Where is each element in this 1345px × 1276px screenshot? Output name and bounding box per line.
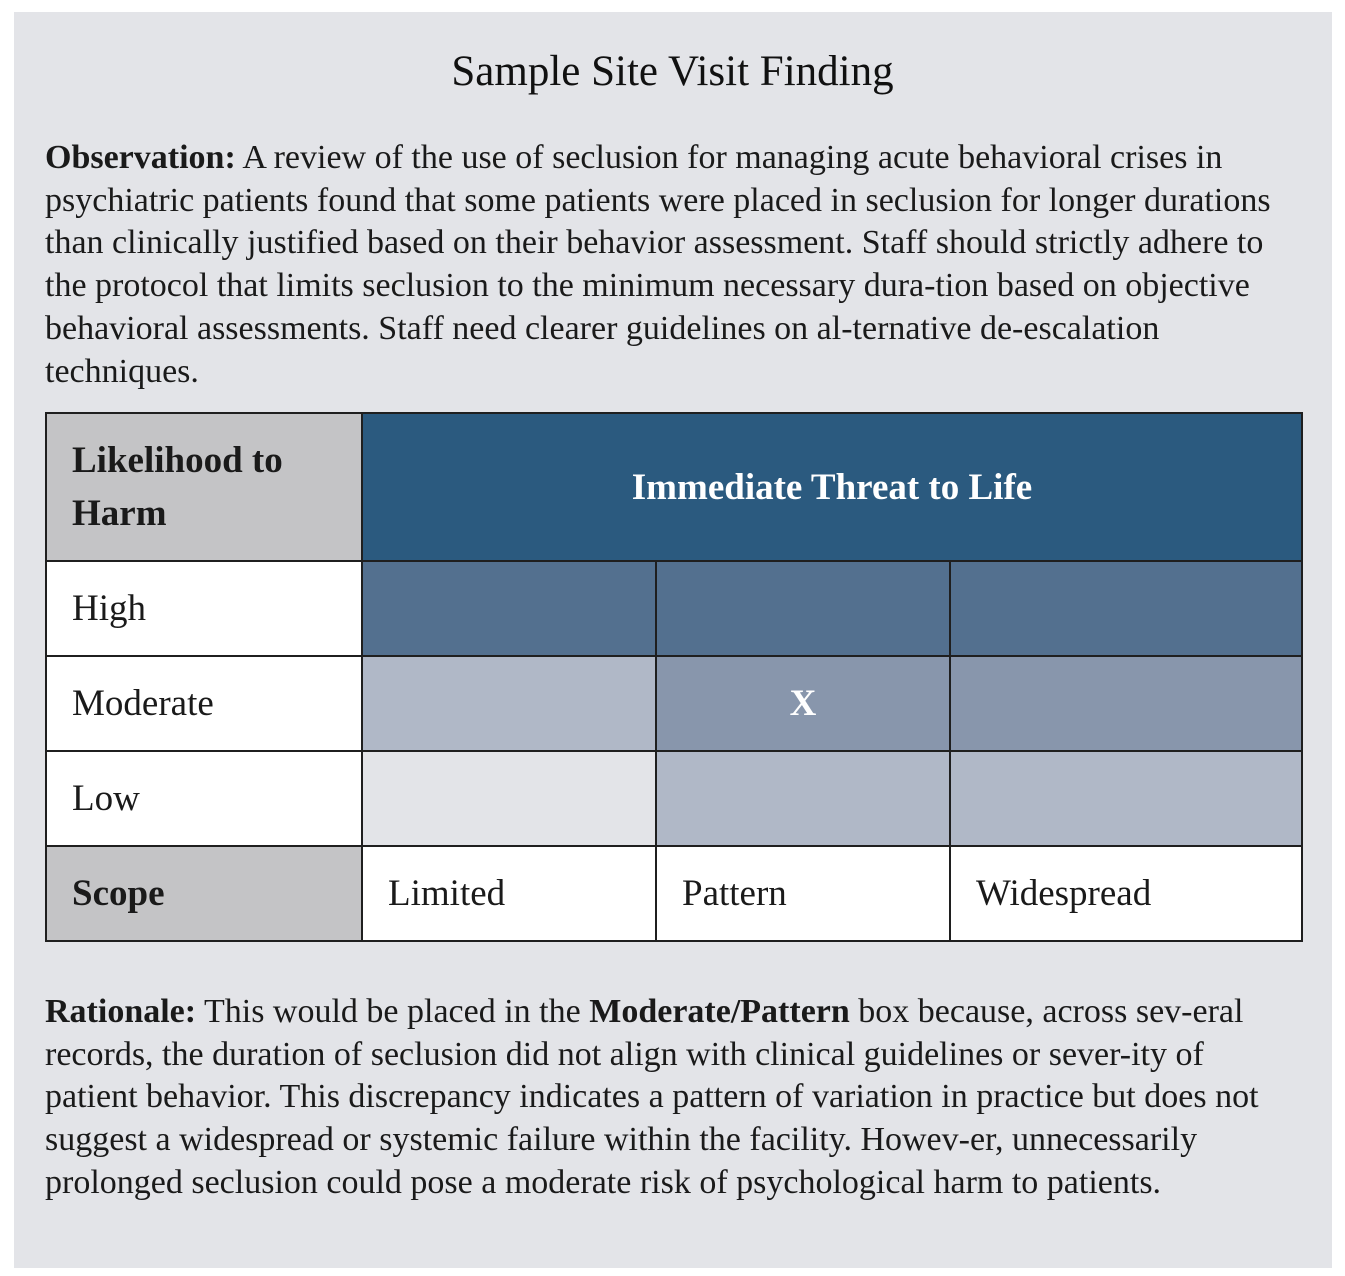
scope-widespread: Widespread <box>950 846 1302 941</box>
matrix-scope-row <box>46 846 1302 941</box>
matrix-header-row <box>46 413 1302 561</box>
likelihood-to-harm-header: Likelihood to Harm <box>46 413 362 561</box>
page-title: Sample Site Visit Finding <box>451 48 894 95</box>
cell-moderate-limited <box>362 656 656 751</box>
observation-text: A review of the use of seclusion for managing acute behavioral crises in psychiatric patients found that some patients were placed in seclusion for longer durations than clinically justified based on their behavior assessment. Staff should strictly adhere to the protocol that limits seclusion to the minimum necessary dura-tion based on objective behavioral assessments. Staff need clearer guidelines on al-ternative de-escalation techniques. <box>45 139 1271 390</box>
cell-high-limited <box>362 561 656 656</box>
cell-low-pattern <box>656 751 950 846</box>
risk-matrix <box>45 412 1303 942</box>
matrix-row-high <box>46 561 1302 656</box>
cell-high-widespread <box>950 561 1302 656</box>
row-label-low: Low <box>46 751 362 846</box>
row-label-moderate: Moderate <box>46 656 362 751</box>
cell-low-widespread <box>950 751 1302 846</box>
scope-limited: Limited <box>362 846 656 941</box>
observation-label: Observation: <box>45 139 236 176</box>
scope-pattern: Pattern <box>656 846 950 941</box>
cell-high-pattern <box>656 561 950 656</box>
matrix-row-low <box>46 751 1302 846</box>
matrix-row-moderate <box>46 656 1302 751</box>
rationale-emphasis: Moderate/Pattern <box>589 993 850 1030</box>
cell-low-limited <box>362 751 656 846</box>
observation-paragraph <box>45 137 1299 393</box>
rationale-paragraph <box>45 991 1299 1205</box>
row-label-high: High <box>46 561 362 656</box>
immediate-threat-banner: Immediate Threat to Life <box>362 413 1302 561</box>
scope-label: Scope <box>46 846 362 941</box>
cell-moderate-widespread <box>950 656 1302 751</box>
cell-moderate-pattern-marker: X <box>656 656 950 751</box>
rationale-text-before: This would be placed in the <box>203 993 581 1030</box>
rationale-text-after: box because, across sev-eral records, the duration of seclusion did not align with clinical guidelines or sever-ity of patient behavior. This discrepancy indicates a pattern of variation in practice but does not suggest a widespread or systemic failure within the facility. Howev-er, unnecessarily prolonged seclusion could pose a moderate risk of psychological harm to patients. <box>45 993 1259 1201</box>
rationale-label: Rationale: <box>45 993 197 1030</box>
